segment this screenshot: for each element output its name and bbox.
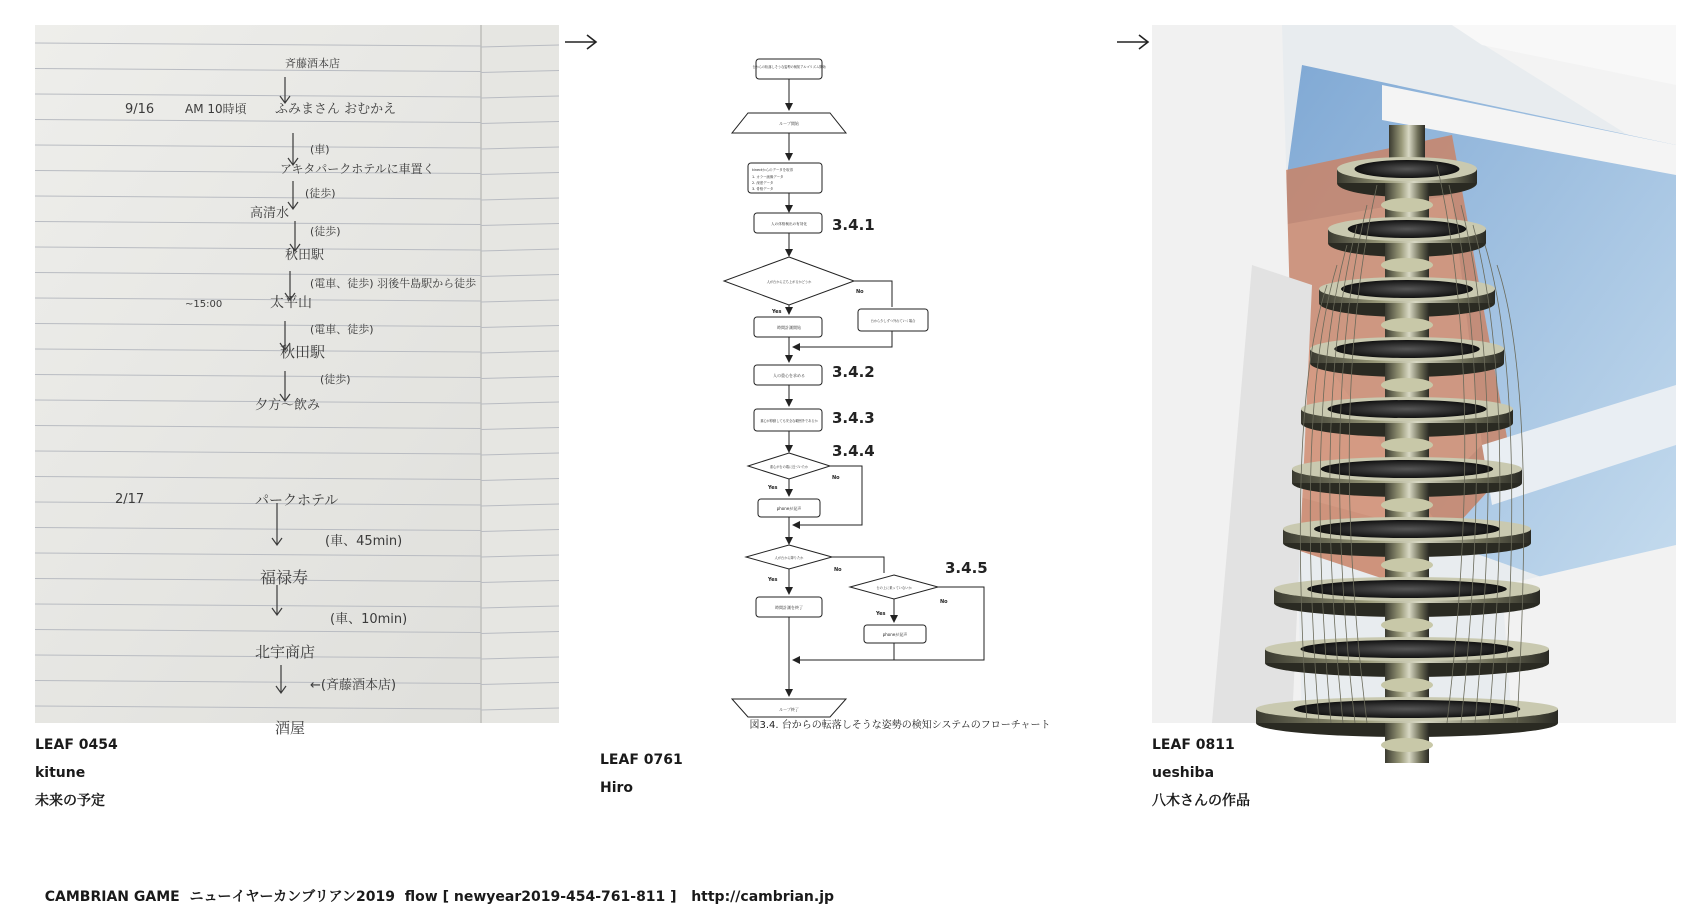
flowchart-node-text: 台から少しずつ外れていく場合 <box>870 319 916 323</box>
speaker-part <box>1381 258 1433 272</box>
speaker-part <box>1381 378 1433 392</box>
flowchart-yes-label: Yes <box>772 309 782 315</box>
notebook-illustration <box>35 25 559 737</box>
flowchart-node-text: 3. 骨格データ <box>752 187 774 191</box>
speaker-part <box>1314 520 1500 538</box>
footer <box>35 870 834 906</box>
handwritten-text: パークホテル <box>255 493 339 509</box>
speaker-part <box>1381 618 1433 632</box>
handwritten-text: ←(斉藤酒本店) <box>310 678 397 693</box>
flowchart-node-text: 台からの転落しそうな姿勢の検知アルゴリズム開始 <box>752 65 826 69</box>
speaker-part <box>1381 438 1433 452</box>
flowchart-section-label: 3.4.4 <box>832 442 875 460</box>
leaf-author[interactable]: kitune <box>35 765 86 781</box>
handwritten-text: 2/17 <box>115 492 145 507</box>
handwritten-text: (徒歩) <box>320 373 351 386</box>
speaker-part <box>1321 460 1494 478</box>
flowchart-yes-label: Yes <box>768 485 778 491</box>
handwritten-text: 福禄寿 <box>260 568 309 587</box>
footer-event: ニューイヤーカンブリアン2019 <box>189 889 396 905</box>
speaker-part <box>1341 280 1473 298</box>
flowchart-yes-label: Yes <box>876 611 886 617</box>
flowchart-node-text: kinectからのデータを取得 <box>752 168 793 172</box>
leaf-title: 未来の予定 <box>35 793 105 809</box>
flowchart-node-text: phoneが発声 <box>776 506 802 511</box>
flowchart-section-label: 3.4.1 <box>832 216 875 234</box>
flowchart-section-label: 3.4.5 <box>945 559 988 577</box>
flowchart-node-text: 重心が台の端に近づいたか <box>769 465 809 469</box>
handwritten-text: (車、45min) <box>325 534 403 549</box>
leaf-author[interactable]: ueshiba <box>1152 765 1215 781</box>
handwritten-text: (徒歩) <box>310 225 341 238</box>
right-arrow-icon <box>563 33 599 51</box>
speaker-part <box>1381 738 1433 752</box>
handwritten-text: 高清水 <box>250 206 290 221</box>
handwritten-text: ~15:00 <box>185 299 223 310</box>
flowchart-no-label: No <box>832 475 840 481</box>
footer-url-link[interactable]: http://cambrian.jp <box>691 889 835 905</box>
leaf-title: 八木さんの作品 <box>1152 793 1250 809</box>
speaker-sculpture-photo[interactable] <box>1152 25 1676 723</box>
handwritten-text: 秋田駅 <box>280 343 326 361</box>
handwritten-text: (車) <box>310 143 330 156</box>
flowchart-node-text: 人の重心を求める <box>773 373 805 378</box>
flowchart-no-label: No <box>834 567 842 573</box>
footer-brand[interactable]: CAMBRIAN GAME <box>44 889 180 905</box>
flowchart-node-text: 人の体格検出の有効化 <box>771 222 807 226</box>
speaker-part <box>1294 700 1521 718</box>
speaker-part <box>1355 160 1460 178</box>
speaker-part <box>1381 498 1433 512</box>
flowchart-no-label: No <box>940 599 948 605</box>
flowchart-node-text: 重心が移動しても安全な範囲外であるか <box>760 419 818 423</box>
handwritten-text: 酒屋 <box>275 719 306 737</box>
flowchart-node-text: 人が台から降りたか <box>774 556 804 560</box>
flowchart-node-text: 時間計測開始 <box>777 325 801 330</box>
handwritten-text: AM 10時頃 <box>185 102 247 116</box>
flowchart-yes-label: Yes <box>768 577 778 583</box>
flowchart-caption: 図3.4. 台からの転落しそうな姿勢の検知システムのフローチャート <box>749 720 1051 731</box>
speaker-part <box>1381 678 1433 692</box>
handwritten-text: 斉藤酒本店 <box>285 57 340 70</box>
flowchart-node-text: 人が台から立ち上がるかどうか <box>766 280 812 284</box>
flowchart-illustration <box>600 25 1120 735</box>
leaf-id: LEAF 0454 <box>35 737 118 753</box>
handwritten-text: 北宇商店 <box>255 643 316 661</box>
handwritten-text: (電車、徒歩) 羽後牛島駅から徒歩 <box>310 277 477 290</box>
handwritten-text: 太平山 <box>270 295 312 311</box>
flowchart-node-text: phoneが発声 <box>882 632 908 637</box>
speaker-tower-illustration <box>1152 25 1676 723</box>
leaf-author[interactable]: Hiro <box>600 780 634 796</box>
speaker-part <box>1381 318 1433 332</box>
flowchart-node-text: ループ終了 <box>779 707 799 712</box>
footer-flow: flow [ newyear2019-454-761-811 ] <box>404 889 677 905</box>
speaker-part <box>1307 580 1507 598</box>
speaker-part <box>1381 198 1433 212</box>
flowchart-section-label: 3.4.2 <box>832 363 875 381</box>
handwritten-text: アキタパークホテルに車置く <box>280 162 435 176</box>
handwritten-text: 夕方～飲み <box>255 398 321 413</box>
flowchart-node-text: 2. 深度データ <box>752 181 774 185</box>
flowchart-no-label: No <box>856 289 864 295</box>
flowchart-node-text: 時間計測を終了 <box>775 605 803 610</box>
leaf-card-0761[interactable] <box>600 25 1120 805</box>
flowchart-section-label: 3.4.3 <box>832 409 875 427</box>
handwritten-text: (車、10min) <box>330 612 408 627</box>
handwritten-text: (電車、徒歩) <box>310 323 374 336</box>
handwritten-text: (徒歩) <box>305 187 336 200</box>
flowchart-node-text: 台の上に乗っていないか <box>876 586 912 590</box>
speaker-part <box>1328 400 1487 418</box>
handwritten-text: 9/16 <box>125 102 155 117</box>
flowchart-node-text: ループ開始 <box>779 121 799 126</box>
right-arrow-icon <box>1115 33 1151 51</box>
notebook-photo[interactable] <box>35 25 559 737</box>
leaf-id: LEAF 0761 <box>600 752 683 768</box>
leaf-id: LEAF 0811 <box>1152 737 1235 753</box>
handwritten-text: 秋田駅 <box>285 248 325 263</box>
leaf-card-0454[interactable] <box>35 25 559 815</box>
speaker-part <box>1381 558 1433 572</box>
flowchart-node-text: 1. カラー画像データ <box>752 175 784 179</box>
handwritten-text: ふみまさん おむかえ <box>275 102 397 117</box>
flowchart-document[interactable] <box>600 25 1120 735</box>
leaf-card-0811[interactable] <box>1152 25 1676 815</box>
speaker-part <box>1334 340 1480 358</box>
